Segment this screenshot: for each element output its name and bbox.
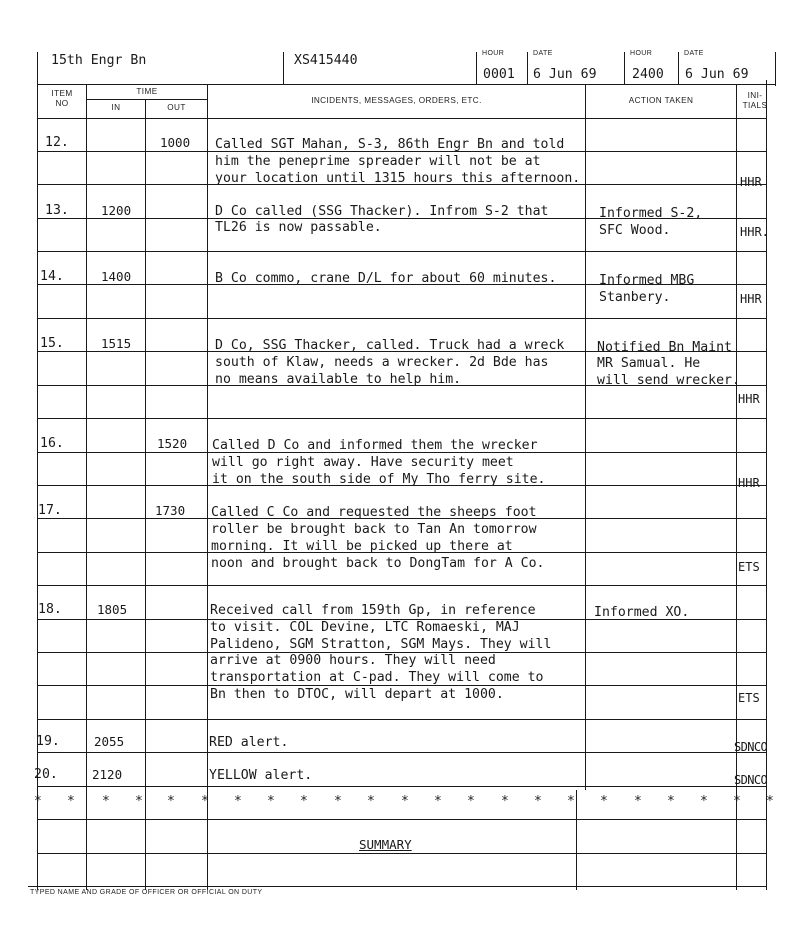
row-rule xyxy=(37,251,767,252)
asterisk-mark: * xyxy=(600,794,608,809)
unit-name: 15th Engr Bn xyxy=(51,53,147,68)
time-in: 1200 xyxy=(101,203,132,218)
item-number: 17. xyxy=(38,503,62,518)
item-number: 13. xyxy=(45,203,69,218)
col-header-in: IN xyxy=(111,103,121,112)
left-border xyxy=(37,52,38,890)
to-hour-label: HOUR xyxy=(630,50,653,57)
col-divider-incidents-lower xyxy=(576,790,577,890)
bottom-border xyxy=(28,886,767,887)
asterisk-mark: * xyxy=(667,794,675,809)
time-in: 2055 xyxy=(94,734,125,749)
summary-heading: SUMMARY xyxy=(359,837,412,852)
time-out: 1000 xyxy=(160,135,191,150)
to-date-label: DATE xyxy=(684,50,704,57)
item-number: 18. xyxy=(38,602,62,617)
initials: ETS xyxy=(738,560,760,574)
item-number: 15. xyxy=(40,336,64,351)
incident-line: it on the south side of My Tho ferry site. xyxy=(212,472,546,487)
from-date: 6 Jun 69 xyxy=(533,67,597,82)
time-in: 1805 xyxy=(97,602,128,617)
asterisk-mark: * xyxy=(766,794,774,809)
column-header-rule xyxy=(37,118,767,119)
col-header-initials-text: INI- TIALS xyxy=(742,91,768,110)
incident-line: no means available to help him. xyxy=(215,372,462,387)
incident-line: Palideno, SGM Stratton, SGM Mays. They will xyxy=(210,637,552,652)
action-line: Informed S-2, xyxy=(599,206,703,221)
from-hour: 0001 xyxy=(483,67,515,82)
item-number: 20. xyxy=(34,767,58,782)
incident-line: Called D Co and informed them the wrecker xyxy=(212,438,538,453)
footer-label: TYPED NAME AND GRADE OF OFFICER OR OFFICIAL ON DUTY xyxy=(30,889,263,896)
header-divider-to-date xyxy=(678,52,679,85)
incident-line: morning. It will be picked up there at xyxy=(211,539,513,554)
row-rule xyxy=(37,786,767,787)
location-grid: XS415440 xyxy=(294,53,358,68)
action-line: MR Samual. He xyxy=(597,356,701,371)
header-divider-from-date xyxy=(527,52,528,85)
header-bottom-rule xyxy=(37,84,776,85)
asterisk-mark: * xyxy=(334,794,342,809)
to-hour: 2400 xyxy=(632,67,664,82)
asterisk-mark: * xyxy=(267,794,275,809)
incident-line: Called SGT Mahan, S-3, 86th Engr Bn and told xyxy=(215,137,565,152)
incident-line: Bn then to DTOC, will depart at 1000. xyxy=(210,687,504,702)
initials: HHR. xyxy=(740,225,769,239)
asterisk-mark: * xyxy=(67,794,75,809)
time-in: 1515 xyxy=(101,336,132,351)
col-header-item-no-text: ITEM NO xyxy=(51,89,73,108)
initials: SDNCO xyxy=(734,773,768,787)
item-number: 19. xyxy=(36,734,60,749)
asterisk-mark: * xyxy=(501,794,509,809)
asterisk-mark: * xyxy=(567,794,575,809)
action-line: Notified Bn Maint xyxy=(597,340,732,355)
asterisk-mark: * xyxy=(201,794,209,809)
col-header-item-no xyxy=(38,89,86,109)
item-number: 12. xyxy=(45,135,69,150)
incident-line: will go right away. Have security meet xyxy=(212,455,514,470)
initials: HHR xyxy=(738,392,760,406)
action-line: SFC Wood. xyxy=(599,223,671,238)
item-number: 16. xyxy=(40,436,64,451)
incident-line: noon and brought back to DongTam for A Co. xyxy=(211,556,545,571)
incident-line: D Co, SSG Thacker, called. Truck had a wreck xyxy=(215,338,565,353)
initials: HHR xyxy=(740,175,762,189)
header-divider-from-hour xyxy=(476,52,477,85)
asterisk-mark: * xyxy=(34,794,42,809)
action-line: Informed MBG xyxy=(599,273,695,288)
incident-line: to visit. COL Devine, LTC Romaeski, MAJ xyxy=(210,620,520,635)
item-number: 14. xyxy=(40,269,64,284)
col-divider-item xyxy=(86,85,87,890)
row-rule xyxy=(37,719,767,720)
asterisk-mark: * xyxy=(534,794,542,809)
time-sub-rule xyxy=(86,99,207,100)
incident-line: roller be brought back to Tan An tomorrow xyxy=(211,522,537,537)
incident-line: YELLOW alert. xyxy=(209,768,313,783)
right-border-top xyxy=(775,52,776,86)
initials: SDNCO xyxy=(734,740,768,754)
incident-line: TL26 is now passable. xyxy=(215,220,382,235)
asterisk-mark: * xyxy=(234,794,242,809)
asterisk-mark: * xyxy=(367,794,375,809)
col-header-incidents: INCIDENTS, MESSAGES, ORDERS, ETC. xyxy=(311,96,482,105)
action-line: Informed XO. xyxy=(594,605,690,620)
incident-line: him the peneprime spreader will not be at xyxy=(215,154,541,169)
asterisk-mark: * xyxy=(300,794,308,809)
incident-line: Called C Co and requested the sheeps foot xyxy=(211,505,537,520)
row-rule xyxy=(37,418,767,419)
to-date: 6 Jun 69 xyxy=(685,67,749,82)
header-divider-location xyxy=(283,52,284,85)
row-rule xyxy=(37,585,767,586)
action-line: Stanbery. xyxy=(599,290,671,305)
time-out: 1520 xyxy=(157,436,188,451)
asterisk-mark: * xyxy=(634,794,642,809)
col-header-initials xyxy=(737,91,773,111)
asterisk-mark: * xyxy=(102,794,110,809)
incident-line: D Co called (SSG Thacker). Infrom S-2 that xyxy=(215,204,549,219)
initials: HHR xyxy=(738,476,760,490)
asterisk-mark: * xyxy=(467,794,475,809)
time-in: 1400 xyxy=(101,269,132,284)
from-hour-label: HOUR xyxy=(482,50,505,57)
row-rule xyxy=(37,752,767,753)
incident-line: your location until 1315 hours this afternoon. xyxy=(215,171,581,186)
action-line: will send wrecker. xyxy=(597,373,740,388)
incident-line: arrive at 0900 hours. They will need xyxy=(210,653,496,668)
initials: ETS xyxy=(738,691,760,705)
time-in: 2120 xyxy=(92,767,123,782)
incident-line: RED alert. xyxy=(209,735,289,750)
col-header-time: TIME xyxy=(136,87,158,96)
asterisk-mark: * xyxy=(700,794,708,809)
asterisk-mark: * xyxy=(733,794,741,809)
asterisk-mark: * xyxy=(135,794,143,809)
asterisk-mark: * xyxy=(401,794,409,809)
incident-line: Received call from 159th Gp, in reference xyxy=(210,603,536,618)
row-rule xyxy=(37,318,767,319)
time-out: 1730 xyxy=(155,503,186,518)
row-rule xyxy=(37,819,767,820)
asterisk-mark: * xyxy=(167,794,175,809)
initials: HHR xyxy=(740,292,762,306)
from-date-label: DATE xyxy=(533,50,553,57)
col-header-action: ACTION TAKEN xyxy=(628,96,694,105)
asterisk-mark: * xyxy=(434,794,442,809)
header-divider-to-hour xyxy=(624,52,625,85)
incident-line: B Co commo, crane D/L for about 60 minutes. xyxy=(215,271,557,286)
incident-line: transportation at C-pad. They will come to xyxy=(210,670,544,685)
incident-line: south of Klaw, needs a wrecker. 2d Bde has xyxy=(215,355,549,370)
col-header-out: OUT xyxy=(167,103,186,112)
